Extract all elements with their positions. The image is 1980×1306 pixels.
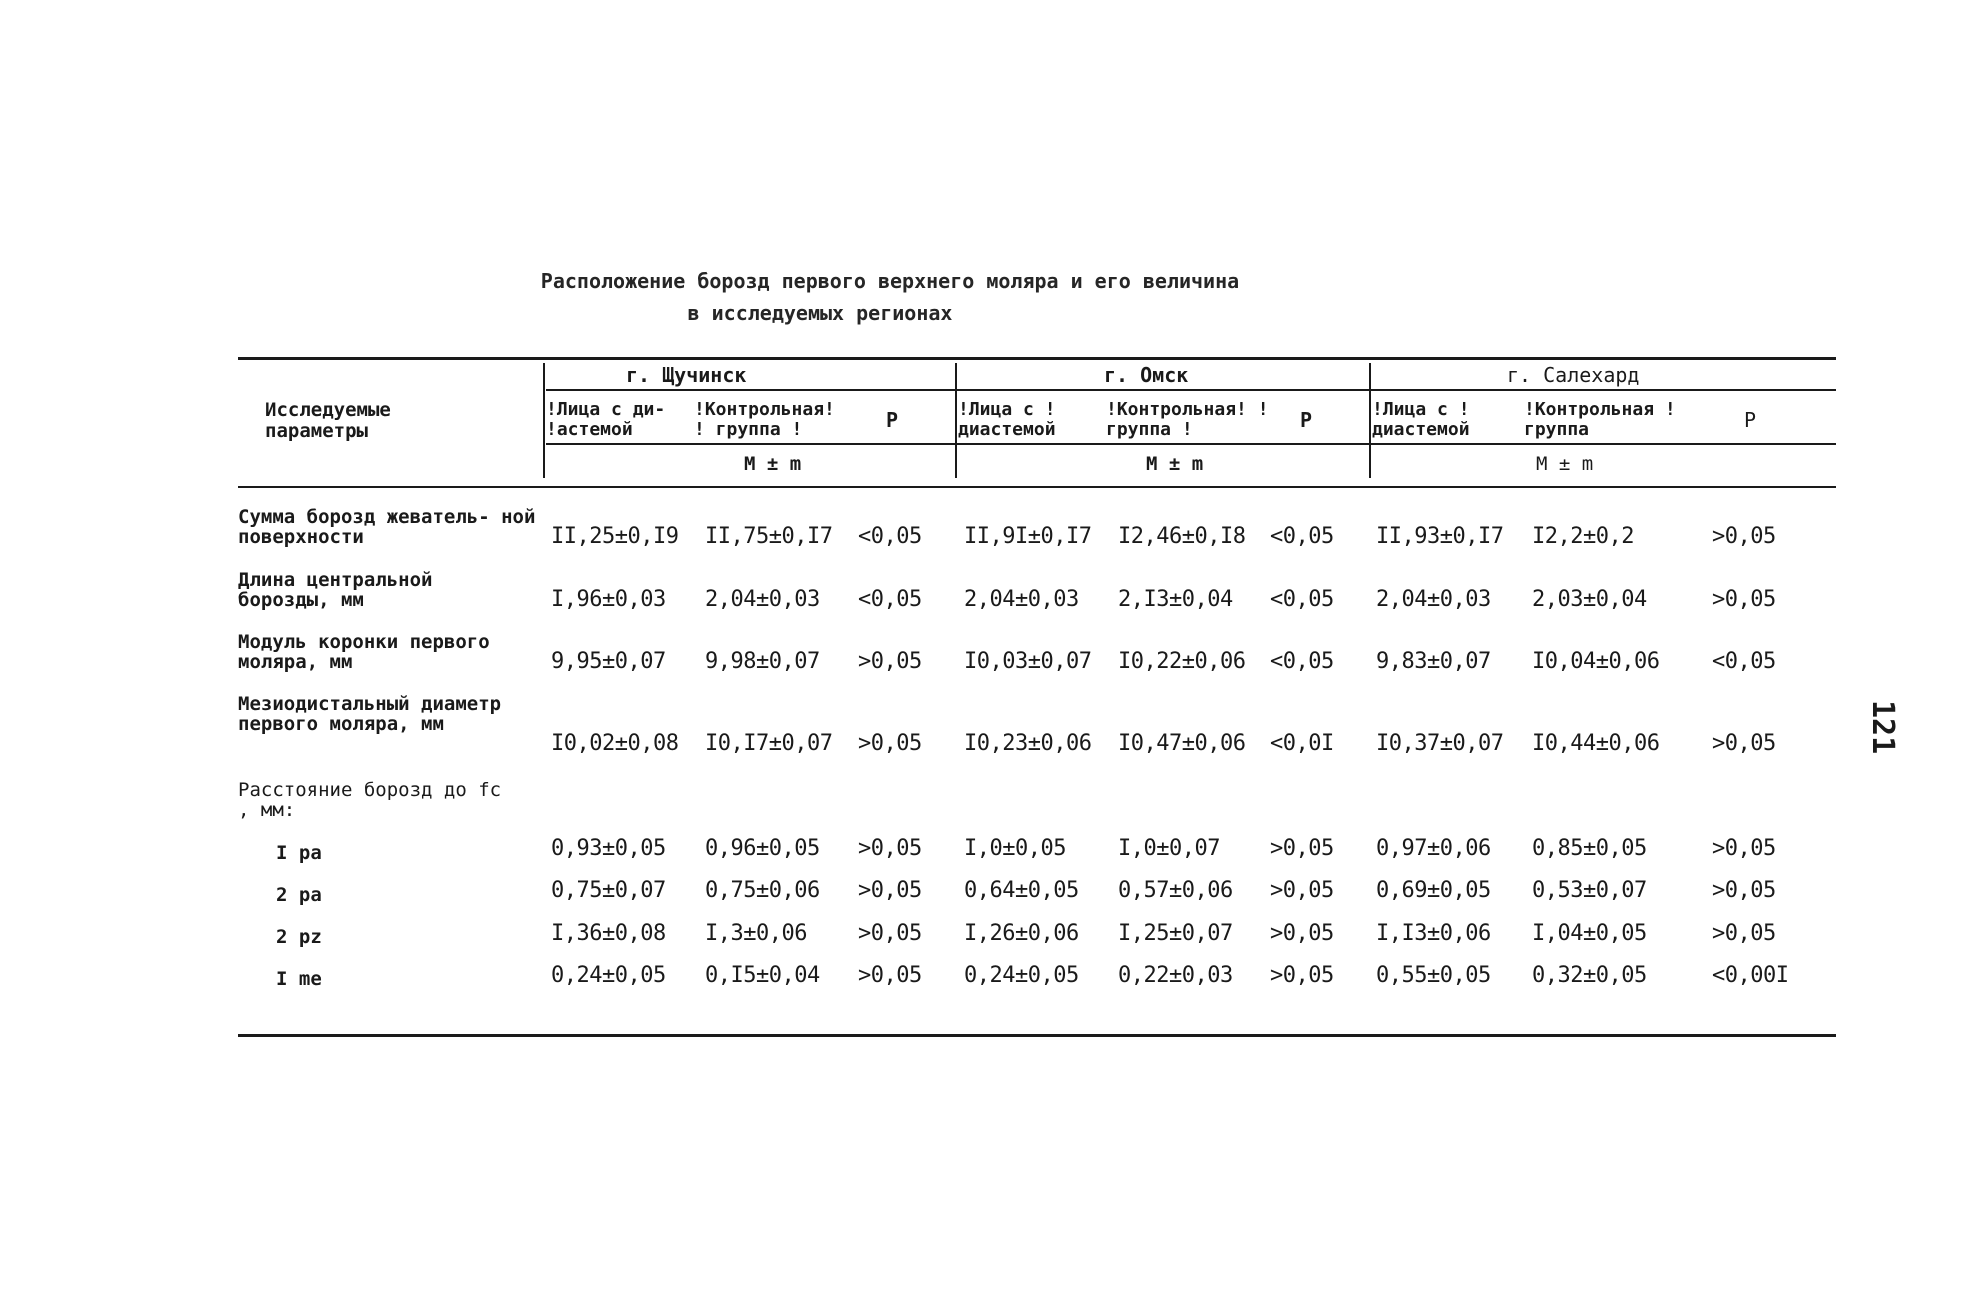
- p-header-3: Р: [1744, 408, 1757, 432]
- cell-6-3: 0,64±0,05: [964, 878, 1079, 903]
- cell-8-1: 0,I5±0,04: [705, 963, 820, 988]
- cell-2-7: I0,04±0,06: [1532, 649, 1660, 674]
- cell-5-1: 0,96±0,05: [705, 836, 820, 861]
- cell-8-0: 0,24±0,05: [551, 963, 666, 988]
- row-label-5: I pa: [276, 842, 322, 864]
- cell-2-1: 9,98±0,07: [705, 649, 820, 674]
- cell-3-8: >0,05: [1712, 731, 1776, 756]
- cell-2-4: I0,22±0,06: [1118, 649, 1246, 674]
- subheader-underline: [546, 443, 1836, 445]
- col-header-2-2: !Контрольная! !группа !: [1106, 399, 1269, 440]
- mm-header-1: М ± m: [744, 453, 802, 475]
- header-bottom-rule: [238, 486, 1836, 488]
- cell-2-0: 9,95±0,07: [551, 649, 666, 674]
- mm-header-2: М ± m: [1146, 453, 1204, 475]
- cell-3-4: I0,47±0,06: [1118, 731, 1246, 756]
- cell-0-4: I2,46±0,I8: [1118, 524, 1246, 549]
- cell-8-6: 0,55±0,05: [1376, 963, 1491, 988]
- cell-2-6: 9,83±0,07: [1376, 649, 1491, 674]
- cell-5-6: 0,97±0,06: [1376, 836, 1491, 861]
- col-header-1-2: !Контрольная! ! группа !: [694, 399, 835, 440]
- cell-3-5: <0,0I: [1270, 731, 1334, 756]
- p-header-2: Р: [1300, 408, 1313, 432]
- cell-3-3: I0,23±0,06: [964, 731, 1092, 756]
- row-label-1: Длина центральной борозды, мм: [238, 569, 433, 611]
- cell-8-2: >0,05: [858, 963, 922, 988]
- city-header-1: г. Щучинск: [626, 363, 747, 387]
- cell-6-4: 0,57±0,06: [1118, 878, 1233, 903]
- cell-5-7: 0,85±0,05: [1532, 836, 1647, 861]
- cell-8-3: 0,24±0,05: [964, 963, 1079, 988]
- top-rule: [238, 357, 1836, 360]
- row-label-0: Сумма борозд жеватель- ной поверхности: [238, 506, 536, 548]
- row-label-6: 2 pa: [276, 884, 322, 906]
- col-header-1-1: !Лица с ди- !астемой: [546, 399, 666, 440]
- cell-0-1: II,75±0,I7: [705, 524, 833, 549]
- cell-5-4: I,0±0,07: [1118, 836, 1220, 861]
- col-header-3-1: !Лица с !диастемой: [1372, 399, 1470, 440]
- cell-1-0: I,96±0,03: [551, 587, 666, 612]
- row-label-4: Расстояние борозд до fc , мм:: [238, 779, 502, 821]
- cell-6-6: 0,69±0,05: [1376, 878, 1491, 903]
- cell-5-0: 0,93±0,05: [551, 836, 666, 861]
- cell-7-4: I,25±0,07: [1118, 921, 1233, 946]
- cell-1-5: <0,05: [1270, 587, 1334, 612]
- cell-3-7: I0,44±0,06: [1532, 731, 1660, 756]
- bottom-rule: [238, 1034, 1836, 1037]
- cell-7-5: >0,05: [1270, 921, 1334, 946]
- row-label-2: Модуль коронки первого моляра, мм: [238, 631, 490, 673]
- cell-0-3: II,9I±0,I7: [964, 524, 1092, 549]
- col-header-3-2: !Контрольная ! группа: [1524, 399, 1676, 440]
- col-header-2-1: !Лица с !диастемой: [958, 399, 1056, 440]
- cell-3-1: I0,I7±0,07: [705, 731, 833, 756]
- cell-0-8: >0,05: [1712, 524, 1776, 549]
- cell-6-2: >0,05: [858, 878, 922, 903]
- row-label-8: I me: [276, 968, 322, 990]
- cell-6-1: 0,75±0,06: [705, 878, 820, 903]
- cell-8-5: >0,05: [1270, 963, 1334, 988]
- cell-3-0: I0,02±0,08: [551, 731, 679, 756]
- separator-1: [543, 363, 545, 478]
- cell-8-7: 0,32±0,05: [1532, 963, 1647, 988]
- page-number: 121: [1865, 700, 1900, 755]
- cell-7-3: I,26±0,06: [964, 921, 1079, 946]
- cell-2-3: I0,03±0,07: [964, 649, 1092, 674]
- cell-3-6: I0,37±0,07: [1376, 731, 1504, 756]
- city-underline: [546, 389, 1836, 391]
- cell-2-2: >0,05: [858, 649, 922, 674]
- cell-7-1: I,3±0,06: [705, 921, 807, 946]
- row-label-3: Мезиодистальный диаметр первого моляра, мм: [238, 693, 502, 735]
- cell-2-5: <0,05: [1270, 649, 1334, 674]
- cell-1-6: 2,04±0,03: [1376, 587, 1491, 612]
- cell-1-3: 2,04±0,03: [964, 587, 1079, 612]
- mm-header-3: М ± m: [1536, 453, 1594, 475]
- cell-1-1: 2,04±0,03: [705, 587, 820, 612]
- cell-0-2: <0,05: [858, 524, 922, 549]
- city-header-3: г. Салехард: [1507, 363, 1640, 387]
- cell-3-2: >0,05: [858, 731, 922, 756]
- title-line-1: Расположение борозд первого верхнего моляра и его величина: [540, 269, 1240, 293]
- row-label-7: 2 pz: [276, 926, 322, 948]
- cell-1-2: <0,05: [858, 587, 922, 612]
- cell-7-2: >0,05: [858, 921, 922, 946]
- title-line-2: в исследуемых регионах: [687, 301, 953, 325]
- cell-7-6: I,I3±0,06: [1376, 921, 1491, 946]
- cell-8-4: 0,22±0,03: [1118, 963, 1233, 988]
- cell-0-6: II,93±0,I7: [1376, 524, 1504, 549]
- cell-7-7: I,04±0,05: [1532, 921, 1647, 946]
- param-header: Исследуемые параметры: [265, 399, 391, 442]
- cell-8-8: <0,00I: [1712, 963, 1789, 988]
- cell-6-7: 0,53±0,07: [1532, 878, 1647, 903]
- cell-6-0: 0,75±0,07: [551, 878, 666, 903]
- cell-5-5: >0,05: [1270, 836, 1334, 861]
- cell-1-4: 2,I3±0,04: [1118, 587, 1233, 612]
- cell-6-8: >0,05: [1712, 878, 1776, 903]
- separator-3: [1369, 363, 1371, 478]
- cell-1-7: 2,03±0,04: [1532, 587, 1647, 612]
- cell-5-2: >0,05: [858, 836, 922, 861]
- cell-6-5: >0,05: [1270, 878, 1334, 903]
- cell-5-3: I,0±0,05: [964, 836, 1066, 861]
- cell-1-8: >0,05: [1712, 587, 1776, 612]
- cell-2-8: <0,05: [1712, 649, 1776, 674]
- table-title: [360, 265, 1540, 329]
- cell-7-0: I,36±0,08: [551, 921, 666, 946]
- cell-0-5: <0,05: [1270, 524, 1334, 549]
- cell-0-7: I2,2±0,2: [1532, 524, 1634, 549]
- separator-2: [955, 363, 957, 478]
- city-header-2: г. Омск: [1104, 363, 1189, 387]
- cell-5-8: >0,05: [1712, 836, 1776, 861]
- cell-0-0: II,25±0,I9: [551, 524, 679, 549]
- p-header-1: Р: [886, 408, 899, 432]
- cell-7-8: >0,05: [1712, 921, 1776, 946]
